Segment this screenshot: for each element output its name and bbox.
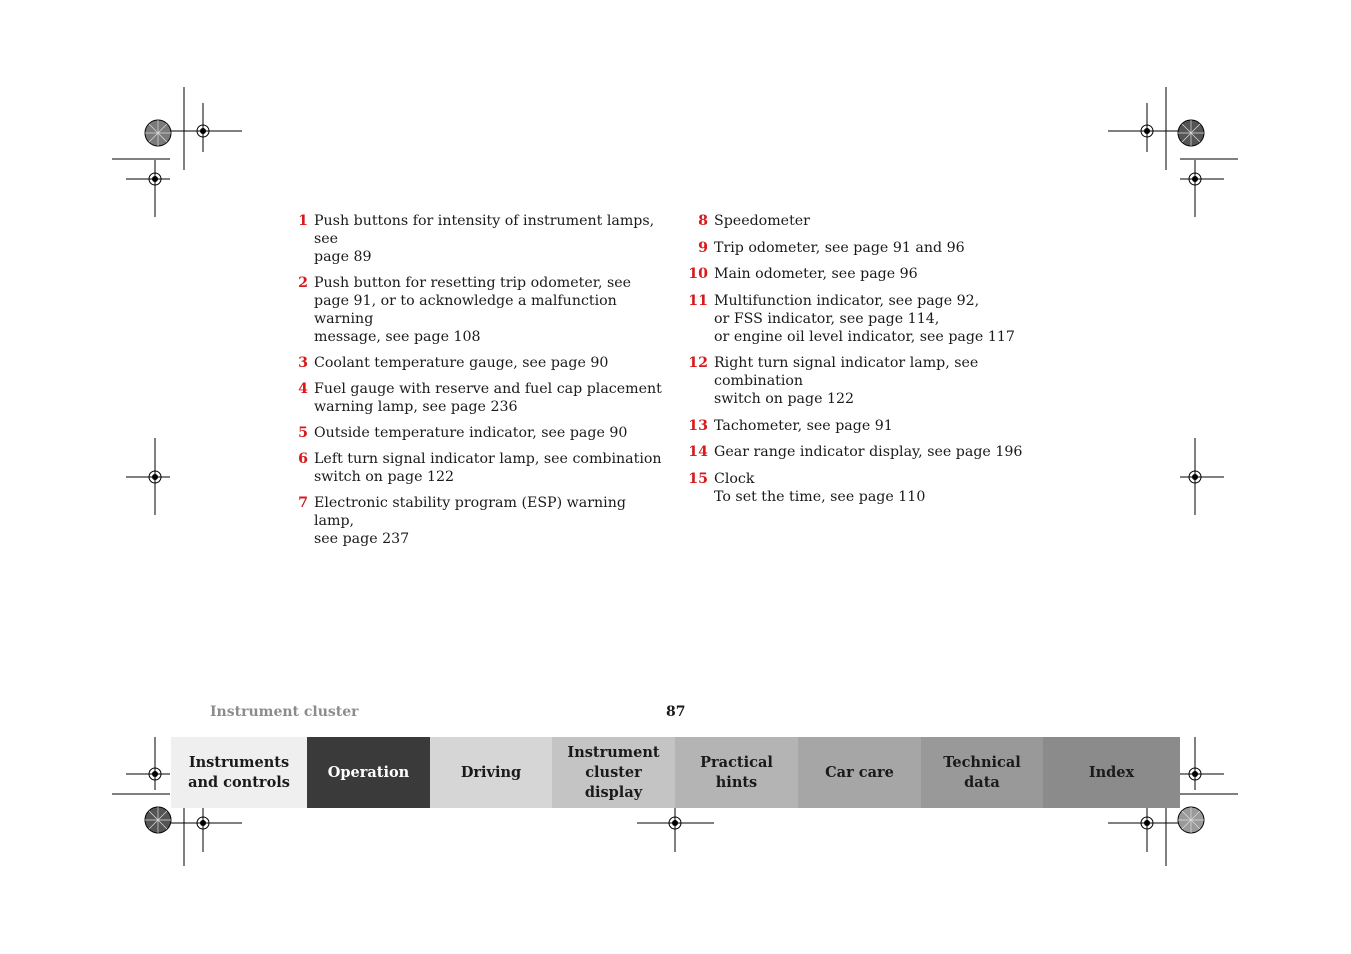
legend-item [684, 212, 1064, 230]
legend-item [684, 292, 1064, 346]
legend-item-text: Gear range indicator display, see page 196 [714, 444, 1023, 460]
legend-item-text: Clock To set the time, see page 110 [714, 470, 926, 505]
legend-item-number: 6 [298, 451, 308, 467]
tab-instrument-cluster-display[interactable]: Instrument cluster display [552, 737, 675, 808]
legend-item-number: 5 [298, 425, 308, 441]
legend-item-text: Tachometer, see page 91 [714, 417, 893, 434]
legend-item-number: 1 [298, 213, 308, 229]
legend-item [284, 212, 664, 266]
legend-item [284, 450, 664, 486]
tab-driving[interactable]: Driving [430, 737, 552, 808]
legend-item-number: 10 [688, 266, 708, 282]
legend-item-text: Electronic stability program (ESP) warning lamp, see page 237 [314, 495, 626, 547]
legend-item-text: Multifunction indicator, see page 92, or FSS indicator, see page 114, or engine oil level indicator, see page 117 [714, 292, 1015, 345]
legend-item-text: Push button for resetting trip odometer, see page 91, or to acknowledge a malfunction warning message, see page 108 [314, 275, 632, 345]
legend-item-text: Coolant temperature gauge, see page 90 [314, 355, 609, 371]
legend-list-left [284, 212, 664, 556]
legend-item-number: 4 [298, 381, 308, 397]
legend-item-text: Push buttons for intensity of instrument lamps, see page 89 [314, 213, 655, 265]
legend-item-number: 9 [698, 239, 708, 256]
page-number: 87 [666, 704, 686, 720]
legend-item [284, 354, 664, 372]
tab-operation[interactable]: Operation [307, 737, 430, 808]
legend-item [684, 239, 1064, 257]
legend-item-text: Left turn signal indicator lamp, see combination switch on page 122 [314, 451, 662, 485]
legend-item-text: Fuel gauge with reserve and fuel cap placement warning lamp, see page 236 [314, 381, 662, 415]
legend-item-text: Right turn signal indicator lamp, see combination switch on page 122 [714, 355, 979, 407]
legend-item [284, 274, 664, 346]
section-tab-bar [171, 737, 1180, 808]
legend-item [284, 424, 664, 442]
legend-item-number: 13 [688, 417, 708, 434]
section-title: Instrument cluster [210, 704, 359, 720]
legend-item-text: Outside temperature indicator, see page 90 [314, 425, 628, 441]
legend-item [684, 265, 1064, 283]
legend-item-number: 11 [688, 292, 708, 309]
tab-practical-hints[interactable]: Practical hints [675, 737, 798, 808]
legend-item [284, 380, 664, 416]
legend-item-number: 12 [688, 355, 708, 371]
legend-item [284, 494, 664, 548]
tab-technical-data[interactable]: Technical data [921, 737, 1043, 808]
legend-item-number: 7 [298, 495, 308, 511]
legend-item-number: 3 [298, 355, 308, 371]
tab-index[interactable]: Index [1043, 737, 1180, 808]
legend-item [684, 417, 1064, 435]
legend-item-number: 8 [698, 213, 708, 229]
tab-car-care[interactable]: Car care [798, 737, 921, 808]
legend-item [684, 470, 1064, 506]
legend-item-text: Speedometer [714, 213, 810, 229]
legend-item-number: 14 [688, 444, 708, 460]
legend-list-right [684, 212, 1064, 514]
legend-item [684, 443, 1064, 461]
legend-item-number: 2 [298, 275, 308, 291]
legend-item-text: Trip odometer, see page 91 and 96 [714, 239, 965, 256]
legend-item [684, 354, 1064, 408]
legend-item-number: 15 [688, 470, 708, 487]
legend-item-text: Main odometer, see page 96 [714, 266, 918, 282]
tab-instruments-and-controls[interactable]: Instruments and controls [171, 737, 307, 808]
